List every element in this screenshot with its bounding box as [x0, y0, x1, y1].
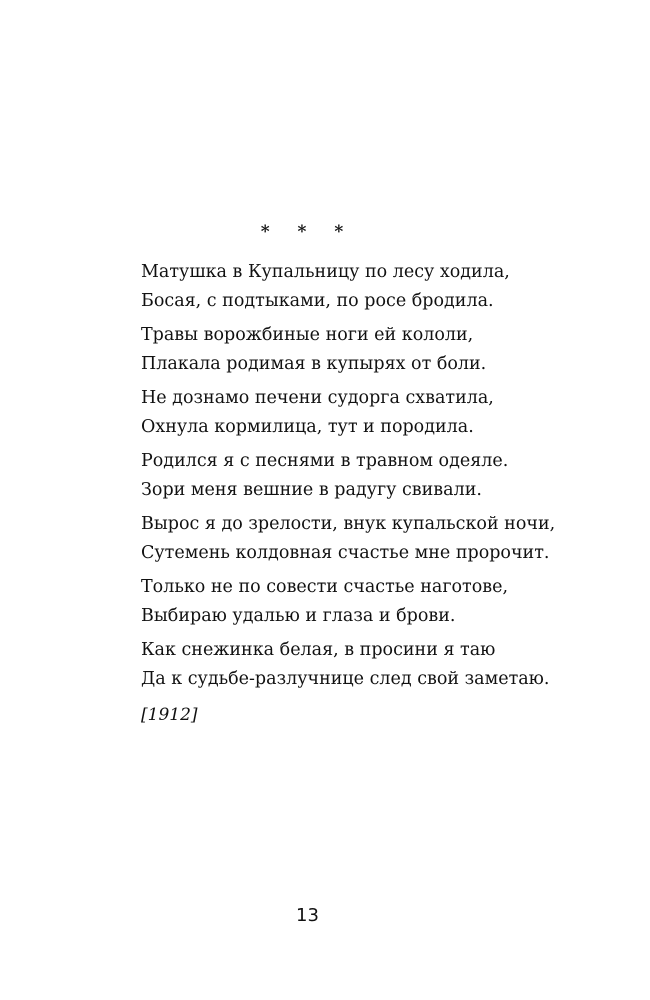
stanza [141, 321, 611, 379]
section-ornament: * * * [260, 222, 355, 242]
poem-line: Не дознамо печени судорга схватила, [141, 388, 494, 408]
poem-line: Охнула кормилица, тут и породила. [141, 417, 474, 437]
stanza [141, 384, 611, 442]
poem-line: Матушка в Купальницу по лесу ходила, [141, 262, 510, 282]
stanza [141, 258, 611, 316]
stanza [141, 510, 611, 568]
page-number: 13 [296, 905, 319, 926]
poem-line: Босая, с подтыками, по росе бродила. [141, 291, 494, 311]
poem-line: Вырос я до зрелости, внук купальской ночи, [141, 514, 556, 534]
poem-date: [1912] [141, 705, 198, 725]
poem-line: Травы ворожбиные ноги ей кололи, [141, 325, 474, 345]
poem-line: Только не по совести счастье наготове, [141, 577, 509, 597]
poem-line: Сутемень колдовная счастье мне пророчит. [141, 543, 550, 563]
stanza [141, 636, 611, 694]
stanza [141, 573, 611, 631]
poem-line: Выбираю удалью и глаза и брови. [141, 606, 456, 626]
poem-line: Зори меня вешние в радугу свивали. [141, 480, 482, 500]
stanza [141, 447, 611, 505]
poem-line: Как снежинка белая, в просини я таю [141, 640, 496, 660]
poem-body [141, 258, 611, 699]
poem-line: Плакала родимая в купырях от боли. [141, 354, 487, 374]
poem-line: Да к судьбе-разлучнице след свой заметаю. [141, 669, 550, 689]
poem-line: Родился я с песнями в травном одеяле. [141, 451, 509, 471]
